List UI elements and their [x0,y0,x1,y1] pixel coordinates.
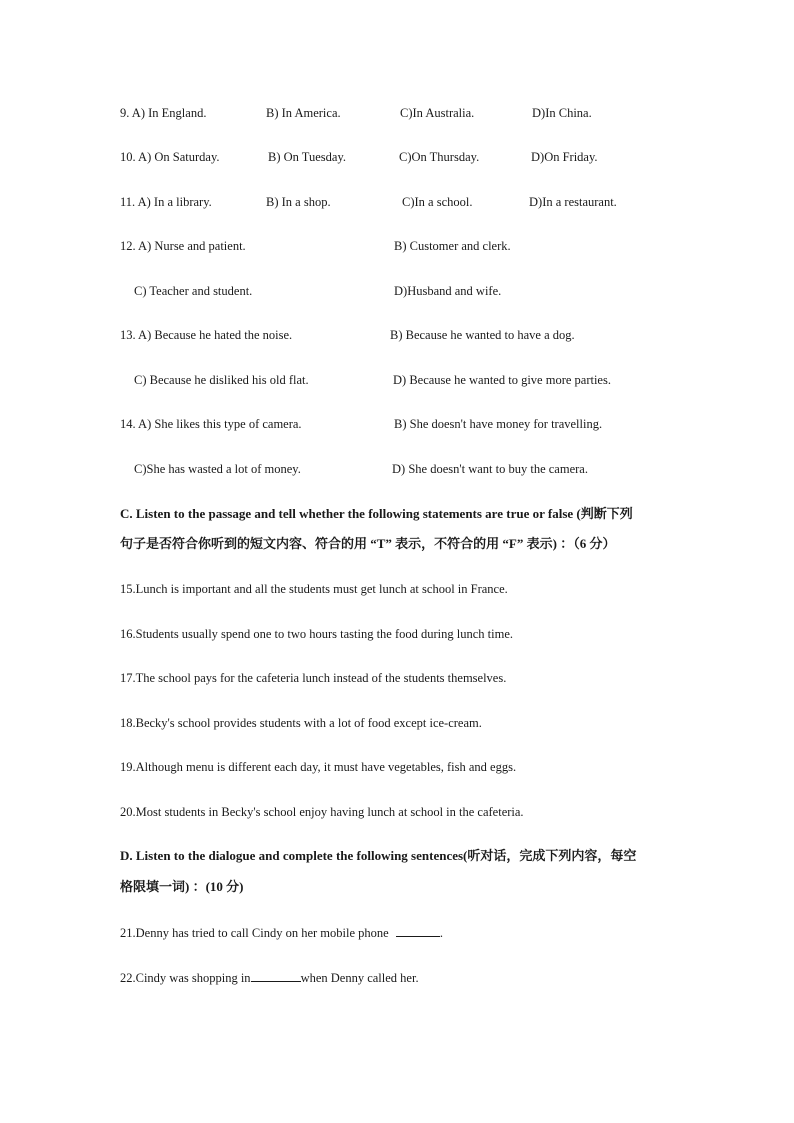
q13-option-b: B) Because he wanted to have a dog. [390,328,575,342]
q9-option-b: B) In America. [266,106,341,120]
q10-option-b: B) On Tuesday. [268,150,347,164]
q13-option-d: D) Because he wanted to give more parties. [393,373,611,387]
q10-option-c: C)On Thursday. [399,150,480,164]
q11-option-b: B) In a shop. [266,195,331,209]
q14-option-b: B) She doesn't have money for travelling. [394,417,603,431]
statement-18: 18.Becky's school provides students with a lot of food except ice-cream. [120,716,482,730]
q12-option-b: B) Customer and clerk. [394,239,511,253]
q14-option-c: C)She has wasted a lot of money. [134,462,301,476]
statement-17: 17.The school pays for the cafeteria lunch instead of the students themselves. [120,671,507,685]
statement-19: 19.Although menu is different each day, it must have vegetables, fish and eggs. [120,760,517,774]
question-22 [120,969,419,986]
q10-option-d: D)On Friday. [531,150,598,164]
question-21 [120,924,443,941]
q11-option-a: 11. A) In a library. [120,195,212,209]
question-22-end: when Denny called her. [300,971,419,985]
q9-option-d: D)In China. [532,106,592,120]
statement-20: 20.Most students in Becky's school enjoy having lunch at school in the cafeteria. [120,805,524,819]
q10-option-a: 10. A) On Saturday. [120,150,220,164]
question-21-text: 21.Denny has tried to call Cindy on her mobile phone [120,926,389,940]
q12-option-c: C) Teacher and student. [134,284,253,298]
q14-option-d: D) She doesn't want to buy the camera. [392,462,588,476]
question-22-start: 22.Cindy was shopping in [120,971,251,985]
q12-option-a: 12. A) Nurse and patient. [120,239,246,253]
q11-option-d: D)In a restaurant. [529,195,617,209]
section-d-heading-line1: D. Listen to the dialogue and complete the following sentences(听对话，完成下列内容，每空 [120,848,637,863]
q11-option-c: C)In a school. [402,195,473,209]
answer-blank-21[interactable] [396,924,440,937]
statement-15: 15.Lunch is important and all the students must get lunch at school in France. [120,582,508,596]
answer-blank-22[interactable] [251,969,301,982]
question-21-end: . [439,926,443,940]
q9-option-c: C)In Australia. [400,106,475,120]
q13-option-a: 13. A) Because he hated the noise. [120,328,293,342]
q14-option-a: 14. A) She likes this type of camera. [120,417,302,431]
section-d-heading-line2: 格限填一词) ：(10 分) [120,879,244,894]
statement-16: 16.Students usually spend one to two hours tasting the food during lunch time. [120,627,514,641]
section-c-heading-line2: 句子是否符合你听到的短文内容、符合的用 “T” 表示，不符合的用 “F” 表示) ：（6 分） [120,536,616,551]
q12-option-d: D)Husband and wife. [394,284,502,298]
q13-option-c: C) Because he disliked his old flat. [134,373,309,387]
section-c-heading-line1: C. Listen to the passage and tell whether the following statements are true or false (判断下列 [120,506,633,521]
q9-option-a: 9. A) In England. [120,106,207,120]
